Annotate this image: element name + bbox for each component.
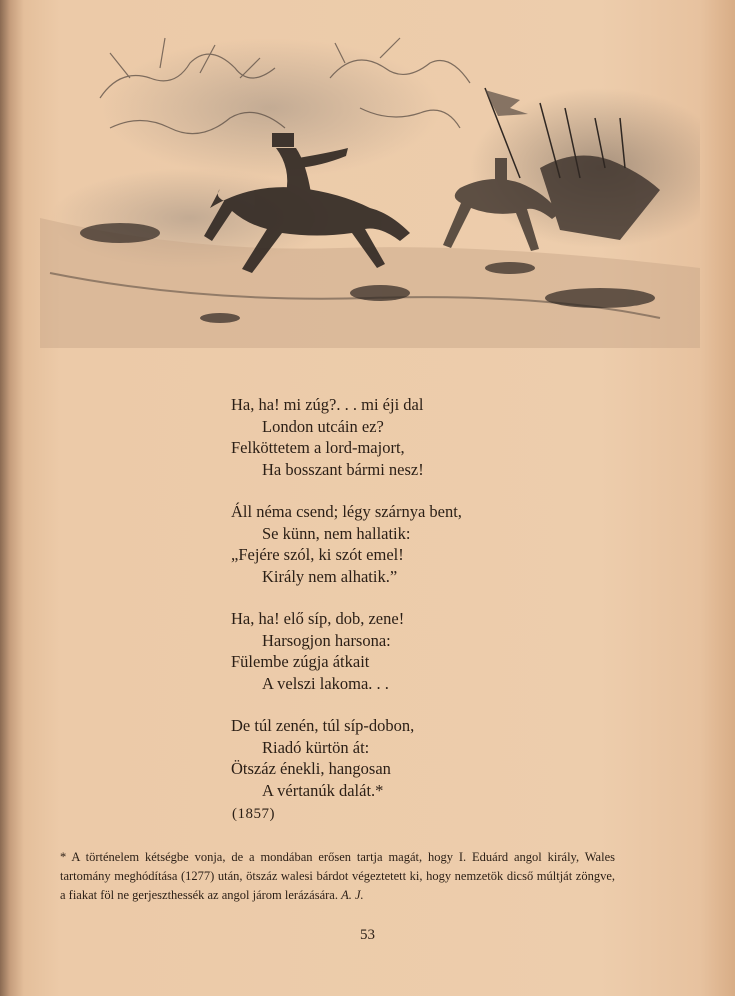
poem-line: A vértanúk dalát.* bbox=[262, 780, 384, 800]
poem-line: Harsogjon harsona: bbox=[262, 630, 391, 650]
poem-line: Riadó kürtön át: bbox=[262, 737, 370, 757]
poem-line: Se künn, nem hallatik: bbox=[262, 523, 411, 543]
poem-line: Felköttetem a lord-majort, bbox=[231, 438, 405, 457]
stanza bbox=[231, 608, 551, 694]
poem-line: London utcáin ez? bbox=[262, 416, 384, 436]
poem-year: (1857) bbox=[232, 806, 275, 822]
poem-line: Ha bosszant bármi nesz! bbox=[262, 459, 424, 479]
footnote-text: * A történelem kétségbe vonja, de a mondában erősen tartja magát, hogy I. Eduárd angol király, Wales tartomány meghódítása (1277) után, ötszáz walesi bárdot végeztetett ki, hogy nemzetök dicső múltját zöngve, a fiakat föl ne gerjeszthessék az angol járom lerázására. bbox=[60, 850, 615, 902]
stanza bbox=[231, 501, 551, 587]
poem-line: Áll néma csend; légy szárnya bent, bbox=[231, 502, 462, 521]
poem-line: „Fejére szól, ki szót emel! bbox=[231, 545, 404, 564]
poem-line: Ötszáz énekli, hangosan bbox=[231, 759, 391, 778]
poem-line: Ha, ha! elő síp, dob, zene! bbox=[231, 609, 405, 628]
poem-line: Ha, ha! mi zúg?. . . mi éji dal bbox=[231, 395, 424, 414]
poem-line: Király nem alhatik.” bbox=[262, 566, 398, 586]
poem-line: Fülembe zúgja átkait bbox=[231, 652, 370, 671]
stanza bbox=[231, 394, 551, 480]
battle-illustration bbox=[40, 18, 700, 368]
stanza bbox=[231, 715, 551, 801]
poem-line: De túl zenén, túl síp-dobon, bbox=[231, 716, 415, 735]
page-number: 53 bbox=[360, 927, 375, 943]
poem bbox=[231, 394, 551, 822]
footnote bbox=[60, 848, 615, 905]
footnote-signature: A. J. bbox=[341, 888, 364, 902]
poem-line: A velszi lakoma. . . bbox=[262, 673, 389, 693]
